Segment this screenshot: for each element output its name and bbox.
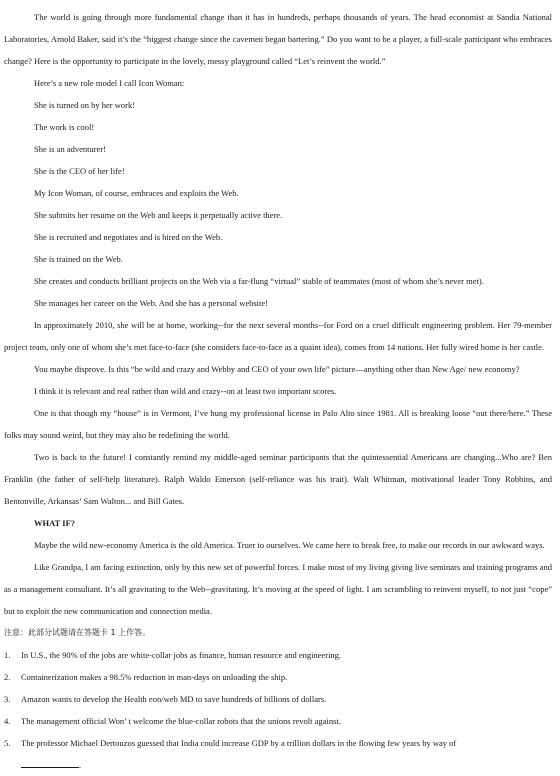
- answer-blank[interactable]: [21, 757, 82, 770]
- question-item: [4, 644, 552, 666]
- passage-body: [4, 6, 552, 622]
- question-item: [4, 710, 552, 732]
- paragraph: Like Grandpa, I am facing extinction, only by this new set of powerful forces. I make most of my living giving live seminars and training programs and as a management consultant. It’s all gravitating to the Web--gravitating. It’s moving at the speed of light. I am scrambling to reinvent myself, to not just “cope” but to exploit the new communication and connection media.: [4, 562, 552, 616]
- question-number: 2.: [4, 672, 11, 682]
- paragraph: You maybe disprove. Is this “be wild and crazy and Webby and CEO of your own life” picture—anything other than New Age/ new economy?: [34, 364, 520, 374]
- paragraph: She creates and conducts brilliant projects on the Web via a far-flung “virtual” stable of teammates (most of whom she’s never met).: [34, 276, 484, 286]
- section-heading: WHAT IF?: [34, 518, 76, 528]
- paragraph: Two is back to the future! I constantly remind my middle-aged seminar participants that the quintessential Americans are changing...Who are? Ben Franklin (the father of self-help literature). Ralph Waldo Emerson (self-reliance was his trait). Walt Whitman, motivational leader Tony Robbins, and Bentonville, Arkansas’ Sam Walton... and Bill Gates.: [4, 452, 552, 506]
- question-text: Containerization makes a 98.5% reduction in man-days on unloading the ship.: [21, 672, 288, 682]
- paragraph: I think it is relevant and real rather than wild and crazy--on at least two important scores.: [34, 386, 337, 396]
- question-number: 5.: [4, 738, 11, 748]
- question-number: 4.: [4, 716, 11, 726]
- answer-sheet-note: 注意：此部分试题请在答题卡 1 上作答。: [4, 628, 151, 637]
- paragraph: She submits her resume on the Web and keeps it perpetually active there.: [34, 210, 283, 220]
- paragraph: She manages her career on the Web. And she has a personal website!: [34, 298, 269, 308]
- question-number: 3.: [4, 694, 11, 704]
- question-item: [4, 666, 552, 688]
- paragraph: Here’s a new role model I call Icon Woman:: [34, 78, 185, 88]
- question-text: In U.S., the 90% of the jobs are white-collar jobs as finance, human resource and engineering.: [21, 650, 342, 660]
- paragraph: She is trained on the Web.: [34, 254, 123, 264]
- paragraph: She is an adventurer!: [34, 144, 106, 154]
- blank-suffix: .: [79, 760, 82, 770]
- paragraph: Maybe the wild new-economy America is the old America. Truer to ourselves. We came here to break free, to make our records in our awkward ways.: [34, 540, 545, 550]
- paragraph: The world is going through more fundamental change than it has in hundreds, perhaps thousands of years. The head economist at Sandia National Laboratories, Arnold Baker, said it’s the “biggest change since the cavemen began bartering.” Do you want to be a player, a full-scale participant who embraces change? Here is the opportunity to participate in the lovely, messy playground called “Let’s reinvent the world.”: [4, 12, 552, 66]
- paragraph: One is that though my “house” is in Vermont, I’ve hung my professional license in Palo Alto since 1981. All is breaking loose “out there/here.” These folks may sound weird, but they may also be redefining the world.: [4, 408, 552, 440]
- paragraph: She is recruited and negotiates and is hired on the Web.: [34, 232, 223, 242]
- paragraph: She is the CEO of her life!: [34, 166, 125, 176]
- document-page: [4, 6, 552, 776]
- paragraph: She is turned on by her work!: [34, 100, 136, 110]
- question-item: [4, 732, 552, 776]
- paragraph: In approximately 2010, she will be at home, working--for the next several months--for Ford on a cruel difficult engineering problem. Her 79-member project team, only one of whom she’s met face-to-face (she considers face-to-face as a quaint idea), comes from 14 nations. Her fully wired home is her castle.: [4, 320, 552, 352]
- question-text: Amazon wants to develop the Health eon/web MD to save hundreds of billions of dollars.: [21, 694, 327, 704]
- question-text: The management official Won’ t welcome the blue-collar robots that the unions revolt against.: [21, 716, 341, 726]
- question-text: The professor Michael Dertouzos guessed that India could increase GDP by a trillion dollars in the flowing few years by way of .: [21, 738, 457, 770]
- question-list: [4, 644, 552, 776]
- question-number: 1.: [4, 650, 11, 660]
- paragraph: My Icon Woman, of course, embraces and exploits the Web.: [34, 188, 239, 198]
- paragraph: The work is cool!: [34, 122, 95, 132]
